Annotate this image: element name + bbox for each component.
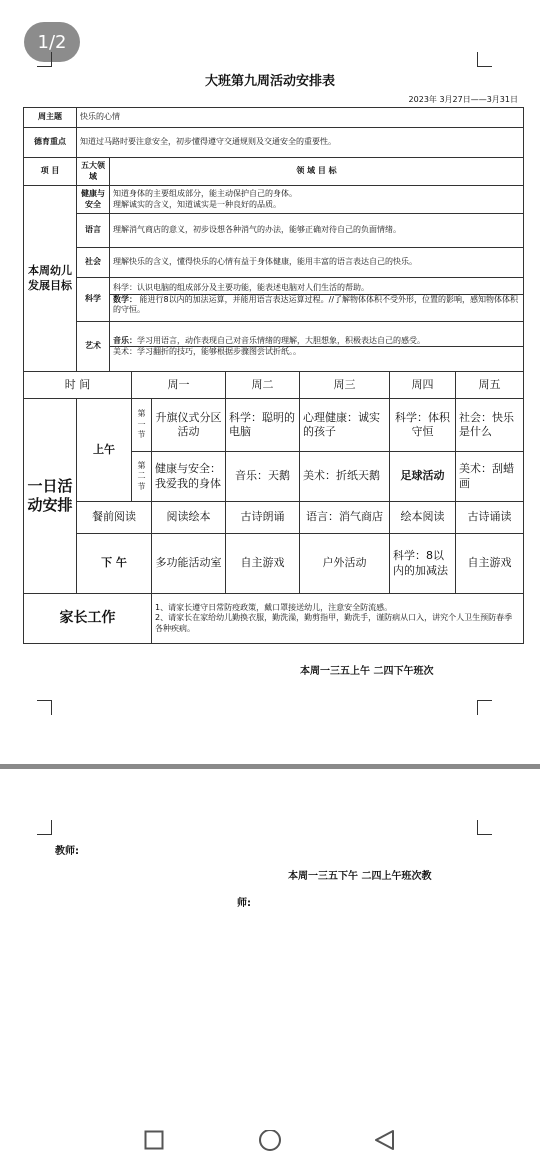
crop-mark bbox=[477, 52, 492, 67]
schedule-cell: 语言：消气商店 bbox=[300, 502, 390, 534]
moral-value: 知道过马路时要注意安全，初步懂得遵守交通规则及交通安全的重要性。 bbox=[77, 128, 524, 158]
schedule-cell: 阅读绘本 bbox=[152, 502, 226, 534]
square-icon[interactable] bbox=[144, 1130, 164, 1154]
schedule-cell: 科学：体积守恒 bbox=[390, 399, 456, 452]
parents-content bbox=[152, 594, 524, 644]
crop-mark bbox=[477, 700, 492, 715]
teacher-label: 教师: bbox=[55, 846, 79, 857]
domain-name: 科学 bbox=[77, 278, 110, 322]
schedule-cell: 自主游戏 bbox=[226, 534, 300, 594]
goal-line: 音乐：学习用语言，动作表现自己对音乐情绪的理解，大胆想象，积极表达自己的感受。 bbox=[110, 336, 523, 347]
domain-goal: 理解快乐的含义，懂得快乐的心情有益于身体健康，能用丰富的语言表达自己的快乐。 bbox=[110, 248, 524, 278]
moral-label: 德育重点 bbox=[24, 128, 77, 158]
page-indicator: 1/2 bbox=[24, 22, 80, 62]
afternoon-label: 下 午 bbox=[77, 534, 152, 594]
crop-mark bbox=[477, 820, 492, 835]
parents-item: 2、请家长在家给幼儿勤换衣服，勤洗澡，勤剪指甲，勤洗手，谨防病从口入，讲究个人卫生预防春季各种疾病。 bbox=[155, 613, 513, 633]
crop-mark bbox=[37, 700, 52, 715]
day-header: 周三 bbox=[300, 372, 390, 399]
schedule-cell: 科学：聪明的电脑 bbox=[226, 399, 300, 452]
domain-name: 社会 bbox=[77, 248, 110, 278]
period-label: 第二节 bbox=[132, 452, 152, 502]
theme-value: 快乐的心情 bbox=[77, 108, 524, 128]
domain-name: 艺术 bbox=[77, 322, 110, 372]
morning-label: 上午 bbox=[77, 399, 132, 502]
domain-goal bbox=[110, 322, 524, 372]
goal-line: 美术：学习翻折的技巧，能够根据步骤图尝试折纸。。 bbox=[113, 347, 301, 356]
schedule-cell: 足球活动 bbox=[390, 452, 456, 502]
schedule-cell: 多功能活动室 bbox=[152, 534, 226, 594]
schedule-cell: 社会：快乐是什么 bbox=[456, 399, 524, 452]
schedule-cell: 健康与安全：我爱我的身体 bbox=[152, 452, 226, 502]
day-header: 周五 bbox=[456, 372, 524, 399]
schedule-cell: 科学：8以内的加减法 bbox=[390, 534, 456, 594]
day-header: 周一 bbox=[132, 372, 226, 399]
domains-label: 五大领域 bbox=[77, 158, 110, 186]
document-title: 大班第九周活动安排表 bbox=[204, 74, 335, 89]
goal-line: 数学： 能进行8以内的加法运算，并能用语言表达运算过程。//了解物体体积不受外形，位置的影响，感知物体体积的守恒。 bbox=[113, 294, 519, 315]
period-label: 第一节 bbox=[132, 399, 152, 452]
daily-schedule-label: 一日活动安排 bbox=[24, 399, 77, 594]
schedule-cell: 户外活动 bbox=[300, 534, 390, 594]
reading-label: 餐前阅读 bbox=[77, 502, 152, 534]
schedule-cell: 绘本阅读 bbox=[390, 502, 456, 534]
domain-name: 语言 bbox=[77, 214, 110, 248]
day-header: 周四 bbox=[390, 372, 456, 399]
schedule-note: 本周一三五上午 二四下午班次 bbox=[300, 666, 434, 677]
schedule-cell: 古诗诵读 bbox=[456, 502, 524, 534]
parents-item: 1、请家长遵守日常防疫政策，戴口罩接送幼儿，注意安全防流感。 bbox=[155, 602, 393, 612]
date-range: 2023年 3月27日——3月31日 bbox=[408, 95, 518, 104]
schedule-cell: 心理健康：诚实的孩子 bbox=[300, 399, 390, 452]
domain-goal bbox=[110, 278, 524, 322]
dev-label: 本周幼儿发展目标 bbox=[24, 186, 77, 372]
time-label: 时 间 bbox=[24, 372, 132, 399]
schedule-cell: 美术：刮蜡画 bbox=[456, 452, 524, 502]
navigation-bar bbox=[0, 1110, 540, 1170]
parents-label: 家长工作 bbox=[24, 594, 152, 644]
day-header: 周二 bbox=[226, 372, 300, 399]
circle-icon[interactable] bbox=[258, 1130, 282, 1158]
goal-line: 知道身体的主要组成部分，能主动保护自己的身体。 bbox=[113, 189, 297, 199]
goals-label: 领 域 目 标 bbox=[110, 158, 524, 186]
goal-line: 科学：认识电脑的组成部分及主要功能，能表述电脑对人们生活的帮助。 bbox=[110, 283, 523, 294]
schedule-cell: 古诗朗诵 bbox=[226, 502, 300, 534]
schedule-cell: 升旗仪式分区活动 bbox=[152, 399, 226, 452]
goal-line: 理解诚实的含义，知道诚实是一种良好的品质。 bbox=[113, 199, 281, 209]
domain-name: 健康与安全 bbox=[77, 186, 110, 214]
schedule-table bbox=[23, 107, 524, 644]
triangle-back-icon[interactable] bbox=[374, 1130, 396, 1156]
schedule-cell: 美术：折纸天鹅 bbox=[300, 452, 390, 502]
schedule-note: 本周一三五下午 二四上午班次教 bbox=[288, 871, 432, 882]
teacher-label: 师: bbox=[237, 898, 251, 909]
domain-goal: 理解消气商店的意义，初步设想各种消气的办法，能够正确对待自己的负面情绪。 bbox=[110, 214, 524, 248]
page-divider bbox=[0, 764, 540, 769]
schedule-cell: 自主游戏 bbox=[456, 534, 524, 594]
crop-mark bbox=[37, 820, 52, 835]
item-label: 项 目 bbox=[24, 158, 77, 186]
crop-mark bbox=[37, 52, 52, 67]
theme-label: 周主题 bbox=[24, 108, 77, 128]
schedule-cell: 音乐：天鹅 bbox=[226, 452, 300, 502]
domain-goal bbox=[110, 186, 524, 214]
